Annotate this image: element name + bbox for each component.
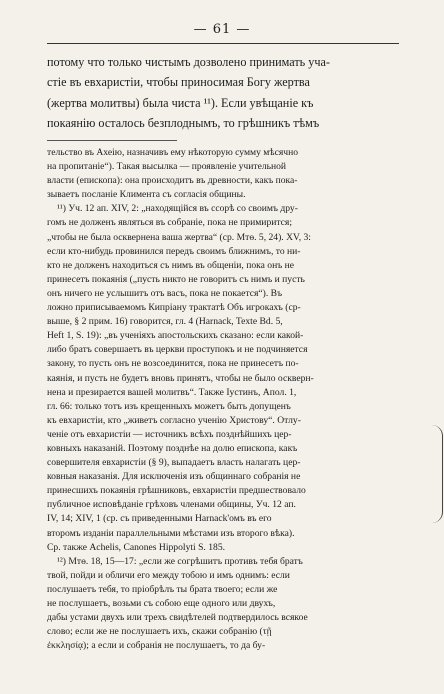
footnote-line: ¹¹) Уч. 12 ап. XIV, 2: „находящійся въ ссорѣ со своимъ дру-: [57, 203, 298, 215]
footnote-line: принесетъ покаянія („пусть никто не говоритъ съ нимъ и пусть: [47, 273, 305, 285]
text-line: стіе въ евхаристіи, чтобы приносимая Богу жертва: [47, 75, 310, 90]
footnote-line: дабы устами двухъ или трехъ свидѣтелей подтвердилось всякое: [47, 612, 308, 624]
footnote-line: закону, то пусть онъ не возсоединится, пока не принесетъ по-: [47, 358, 299, 370]
footnote-line: IV, 14; XIV, 1 (ср. съ приведенными Harnack'омъ въ его: [47, 513, 272, 525]
footnote-line: слово; если же не послушаетъ ихъ, скажи собранію (τῇ: [47, 626, 272, 638]
footnote-line: къ евхаристіи, кто „живетъ согласно ученію Христову“. Отлу-: [47, 414, 301, 426]
footnote-line: публичное исповѣданіе грѣховъ членами общины, Уч. 12 ап.: [47, 499, 296, 511]
footnote-line: ковныхъ наказаній. Поэтому позднѣе на долю епископа, какъ: [47, 442, 298, 454]
footnote-line: ложно приписываемомъ Кипріану трактатѣ Объ игрокахъ (ср-: [47, 302, 301, 314]
footnote-line: гомъ не долженъ являться въ собраніе, пока не примирится;: [47, 217, 293, 229]
footnote-line: выше, § 2 прим. 16) говорится, гл. 4 (Harnack, Texte Bd. 5,: [47, 316, 283, 328]
footnote-line: кто не долженъ находиться съ нимъ въ общеніи, пока онъ не: [47, 259, 294, 271]
handwritten-margin-bracket: [432, 425, 443, 523]
footnote-line: „чтобы не была осквернена ваша жертва“ (ср. Мтѳ. 5, 24). XV, 3:: [47, 231, 311, 243]
footnote-line: зываетъ посланіе Климента съ согласія общины.: [47, 189, 246, 201]
footnotes: [47, 146, 409, 653]
text-line: покаянію осталось безплоднымъ, то грѣшникъ тѣмъ: [47, 116, 320, 131]
footnote-line: ченіе отъ евхаристіи — источникъ всѣхъ позднѣйшихъ цер-: [47, 428, 292, 440]
page-number: — 61 —: [193, 22, 251, 37]
footnote-line: Heft 1, S. 19): „въ ученіяхъ апостольскихъ сказано: если какой-: [47, 330, 304, 342]
footnote-line: совершителя евхаристіи (§ 9), выпадаетъ власть налагать цер-: [47, 457, 301, 469]
footnote-line: на пропитаніе“). Такая высылка — проявленіе учительной: [47, 161, 287, 173]
footnote-line: ¹²) Мтѳ. 18, 15—17: „если же согрѣшитъ противъ тебя братъ: [57, 555, 303, 567]
text-line: потому что только чистымъ дозволено принимать уча-: [47, 55, 330, 69]
footnote-line: ἐκκλησίᾳ); а если и собранія не послушаетъ, то да бу-: [47, 640, 266, 652]
footnote-line: Ср. также Achelis, Canones Hippolyti S. 185.: [47, 541, 226, 553]
footnote-line: не послушаетъ, возьми съ собою еще одного или двухъ,: [47, 598, 276, 609]
footnote-separator: [47, 140, 177, 141]
footnote-line: либо братъ совершаетъ въ церкви проступокъ и не подчиняется: [47, 344, 308, 356]
text-line: (жертва молитвы) была чиста ¹¹). Если увѣщаніе къ: [47, 95, 314, 110]
footnote-line: если кто-нибудь провинился передъ своимъ ближнимъ, то ни-: [47, 245, 301, 257]
footnote-line: каянія, и пусть не будетъ вновь принятъ, чтобы не было оскверн-: [47, 372, 314, 384]
main-text: [47, 52, 409, 134]
header-rule: [47, 43, 399, 44]
footnote-line: принесшихъ покаянія грѣшниковъ, евхаристіи предшествовало: [47, 485, 306, 497]
footnote-line: онъ ничего не услышитъ отъ васъ, пока не покается“). Въ: [47, 287, 283, 299]
footnote-line: твой, пойди и обличи его между тобою и имъ однимъ: если: [47, 569, 290, 581]
footnote-line: власти (епископа): она происходитъ въ древности, какъ пока-: [47, 175, 298, 187]
footnote-line: ковныя наказанія. Для исключенія изъ общиннаго собранія не: [47, 471, 301, 483]
footnote-line: послушаетъ тебя, то пріобрѣлъ ты брата твоего; если же: [47, 583, 278, 595]
footnote-line: нена и презирается вашей молитвъ“. Также Іустинъ, Апол. 1,: [47, 386, 297, 398]
footnote-line: второмъ изданіи параллельными мѣстами изъ второго вѣка).: [47, 527, 295, 539]
footnote-line: тельство въ Ахеію, назначивъ ему нѣкоторую сумму мѣсячно: [47, 147, 299, 158]
footnote-line: гл. 66: только тотъ изъ крещенныхъ можетъ быть допущенъ: [47, 400, 291, 412]
